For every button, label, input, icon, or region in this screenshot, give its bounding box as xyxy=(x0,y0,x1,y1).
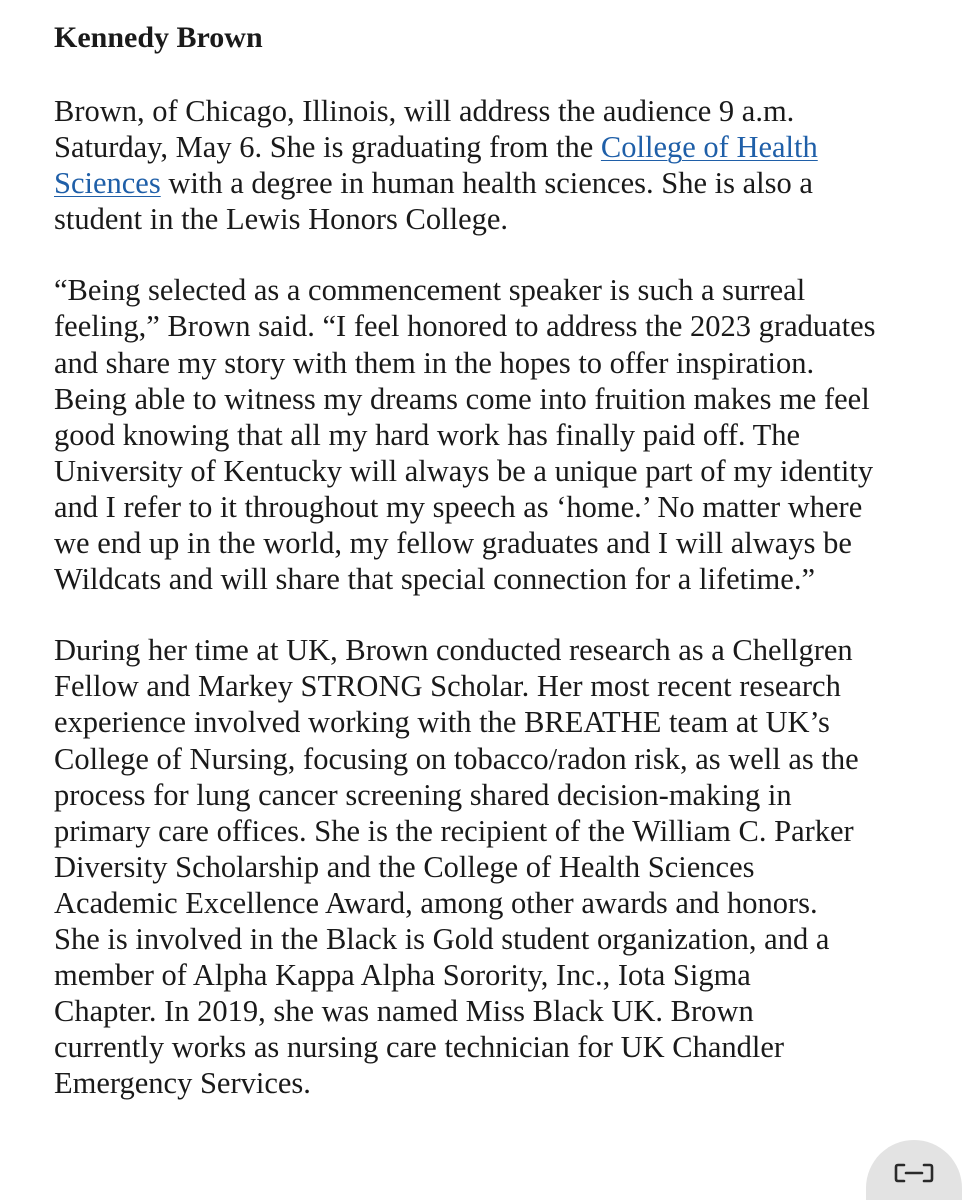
paragraph-intro xyxy=(54,93,954,237)
text-line: Brown, of Chicago, Illinois, will address the audience 9 a.m. xyxy=(54,94,795,128)
paragraph-quote xyxy=(54,272,954,597)
text-line: primary care offices. She is the recipient of the William C. Parker xyxy=(54,813,854,848)
text-line: feeling,” Brown said. “I feel honored to address the 2023 graduates xyxy=(54,309,876,344)
text-line: Emergency Services. xyxy=(54,1066,311,1101)
text-line: Fellow and Markey STRONG Scholar. Her most recent research xyxy=(54,669,841,704)
text-line: She is involved in the Black is Gold student organization, and a xyxy=(54,921,830,956)
paragraph-achievements xyxy=(54,632,954,1101)
copy-link-button[interactable] xyxy=(866,1140,962,1200)
text-line: Being able to witness my dreams come into fruition makes me feel xyxy=(54,381,870,416)
text-line: member of Alpha Kappa Alpha Sorority, Inc., Iota Sigma xyxy=(54,958,751,993)
college-of-health-sciences-link-continued[interactable]: Sciences xyxy=(54,166,161,201)
text-line: College of Nursing, focusing on tobacco/radon risk, as well as the xyxy=(54,741,859,776)
text-line: Diversity Scholarship and the College of Health Sciences xyxy=(54,849,755,884)
text-line: good knowing that all my hard work has finally paid off. The xyxy=(54,417,800,452)
text-line: Chapter. In 2019, she was named Miss Black UK. Brown xyxy=(54,994,754,1029)
text-line: and share my story with them in the hopes to offer inspiration. xyxy=(54,345,815,380)
text-line: University of Kentucky will always be a unique part of my identity xyxy=(54,453,874,488)
text-line: Academic Excellence Award, among other awards and honors. xyxy=(54,885,818,920)
text-line: experience involved working with the BREATHE team at UK’s xyxy=(54,705,830,740)
text-segment: Saturday, May 6. She is graduating from the xyxy=(54,130,601,165)
text-line: Wildcats and will share that special connection for a lifetime.” xyxy=(54,562,815,597)
text-line: currently works as nursing care technician for UK Chandler xyxy=(54,1030,785,1065)
text-line: and I refer to it throughout my speech as ‘home.’ No matter where xyxy=(54,489,863,524)
college-of-health-sciences-link[interactable]: College of Health xyxy=(600,130,818,165)
text-line: During her time at UK, Brown conducted research as a Chellgren xyxy=(54,633,853,668)
text-line: process for lung cancer screening shared decision-making in xyxy=(54,777,792,812)
text-line xyxy=(54,165,954,201)
text-segment: with a degree in human health sciences. She is also a xyxy=(160,166,813,201)
copy-link-icon xyxy=(894,1162,934,1184)
article xyxy=(54,18,954,1136)
text-line: we end up in the world, my fellow graduates and I will always be xyxy=(54,526,852,561)
text-line: student in the Lewis Honors College. xyxy=(54,202,509,237)
person-name-heading: Kennedy Brown xyxy=(54,21,263,54)
text-line xyxy=(54,129,954,165)
text-line: “Being selected as a commencement speaker is such a surreal xyxy=(54,273,806,308)
